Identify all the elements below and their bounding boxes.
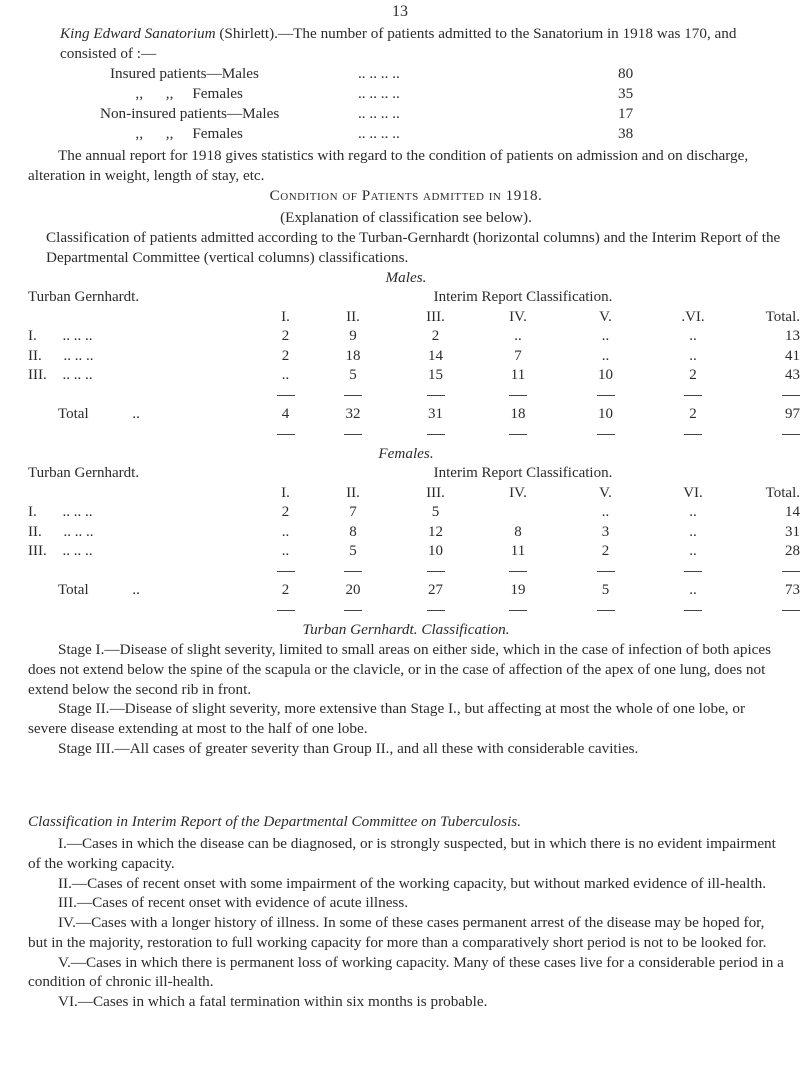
column-header-row: I. II. III. IV. V. .VI. Total.: [281, 308, 800, 325]
rule-row: [28, 601, 800, 621]
males-table: [28, 288, 800, 444]
interim-paragraph: V.—Cases in which there is permanent loss of working capacity. Many of these cases live for a considerable period in a condition of chronic ill-health.: [28, 953, 784, 991]
intro-after: The annual report for 1918 gives statistics with regard to the condition of patients on admission and on discharge, alteration in weight, length of stay, etc.: [28, 147, 749, 184]
total-row: Total .. 2 20 27 19 5 .. 73: [58, 582, 800, 598]
stage-paragraph: Stage II.—Disease of slight severity, more extensive than Stage I., but affecting at most the whole of one lobe, or severe disease extending at most to the half of one lobe.: [28, 700, 746, 737]
total-row: Total .. 4 32 31 18 10 2 97: [58, 406, 800, 422]
section-heading: Condition of Patients admitted in 1918.: [269, 187, 543, 204]
table-row: I. .. .. .. 2 9 2 .. .. .. 13: [28, 328, 800, 344]
list-item: ,, ,, Females .. .. .. .. 35: [124, 85, 634, 102]
explanation-note: (Explanation of classification see below).: [280, 209, 532, 226]
males-caption: Males.: [385, 269, 427, 286]
classification-intro: Classification of patients admitted according to the Turban-Gernhardt (horizontal columns) and the Interim Report of the Departmental Committee (vertical columns) classifications.: [46, 229, 781, 266]
table-row: II. .. .. .. 2 18 14 7 .. .. 41: [28, 347, 800, 364]
interim-paragraph: VI.—Cases in which a fatal termination within six months is probable.: [58, 993, 488, 1010]
stage-paragraph: Stage III.—All cases of greater severity than Group II., and all these with considerable cavities.: [58, 739, 639, 757]
turban-heading: Turban Gernhardt. Classification.: [302, 621, 510, 638]
intro-text: (Shirlett).—The number of patients admitted to the Sanatorium in 1918 was 170, and consisted of :—: [60, 25, 737, 62]
females-table: [28, 464, 800, 620]
table-row: I. .. .. .. 2 7 5 .. .. 14: [28, 504, 800, 520]
stage-paragraph: Stage I.—Disease of slight severity, limited to small areas on either side, which in the case of infection of both apices does not extend below the spine of the scapula or the clavicle, or in the case of affection of the apex of one lung, does not extend below the second rib in front.: [28, 641, 772, 698]
page-number: 13: [392, 3, 408, 20]
group-header: Interim Report Classification.: [433, 289, 613, 305]
row-header: Turban Gernhardt.: [28, 465, 140, 481]
table-row: III. .. .. .. .. 5 15 11 10 2 43: [28, 367, 800, 383]
row-header: Turban Gernhardt.: [28, 289, 140, 305]
rule-row: [28, 562, 800, 582]
rule-row: [28, 386, 800, 406]
interim-paragraph: II.—Cases of recent onset with some impairment of the working capacity, but without marked evidence of ill-health.: [58, 874, 766, 892]
table-header-row: [28, 288, 800, 308]
interim-section: [28, 834, 784, 1012]
group-header: Interim Report Classification.: [433, 465, 613, 481]
interim-paragraph: IV.—Cases with a longer history of illness. In some of these cases permanent arrest of the disease may be hoped for, but in the majority, restoration to full working capacity for more than a comparatively short period is not to be looked for.: [28, 914, 767, 951]
list-item: Insured patients—Males .. .. .. .. 80: [110, 65, 634, 82]
rule-row: [28, 425, 800, 445]
column-header-row: I. II. III. IV. V. VI. Total.: [281, 484, 800, 501]
interim-heading: Classification in Interim Report of the Departmental Committee on Tuberculosis.: [28, 813, 521, 830]
females-caption: Females.: [378, 445, 434, 462]
intro-paragraph: [60, 24, 786, 64]
list-item: Non-insured patients—Males .. .. .. .. 17: [100, 105, 634, 122]
list-item: ,, ,, Females .. .. .. .. 38: [124, 125, 634, 142]
interim-paragraph: III.—Cases of recent onset with evidence of acute illness.: [58, 894, 409, 912]
table-row: II. .. .. .. .. 8 12 8 3 .. 31: [28, 523, 800, 540]
interim-paragraph: I.—Cases in which the disease can be diagnosed, or is strongly suspected, but in which there is no evident impairment of the working capacity.: [28, 835, 776, 872]
table-row: III. .. .. .. .. 5 10 11 2 .. 28: [28, 543, 800, 559]
stages-section: [28, 640, 784, 759]
institution-name: King Edward Sanatorium: [60, 25, 216, 42]
table-header-row: [28, 464, 800, 484]
admission-list: [28, 64, 784, 144]
